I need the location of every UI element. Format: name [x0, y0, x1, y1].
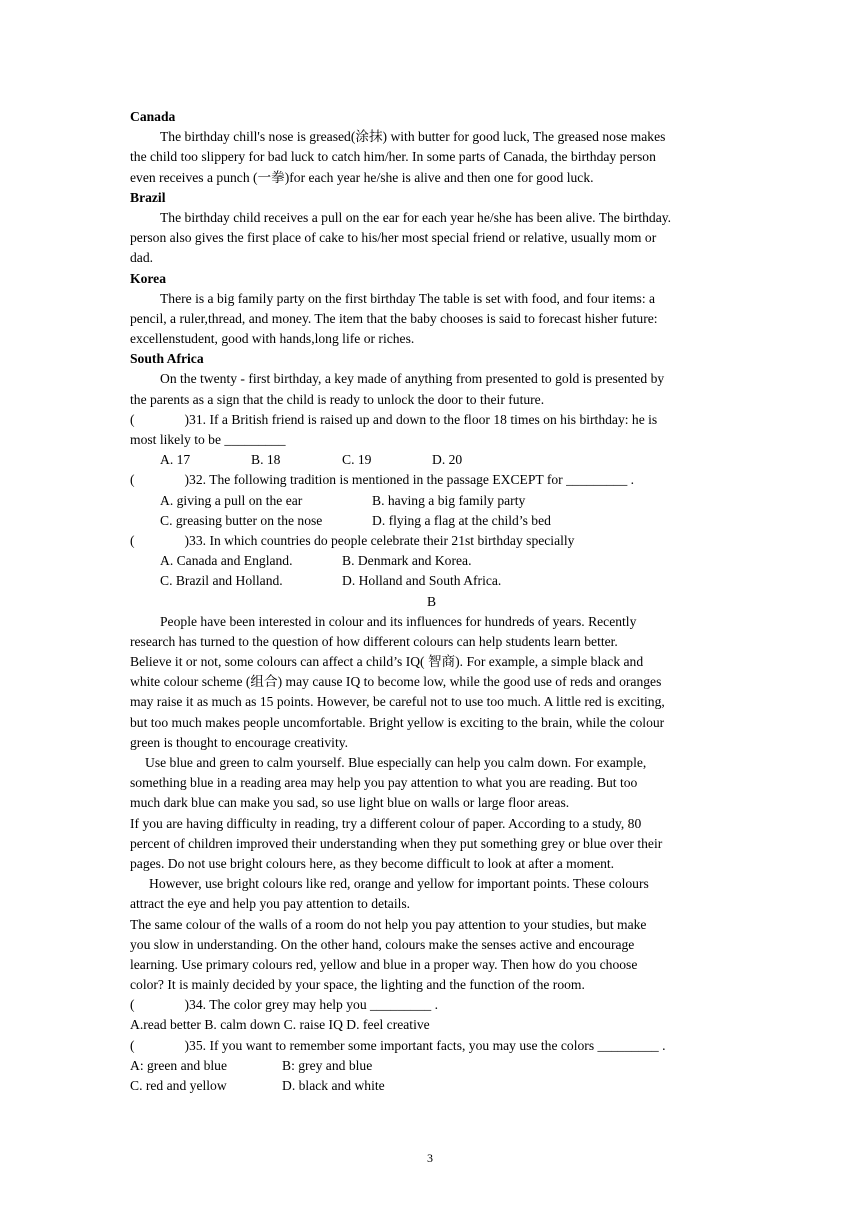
paragraph-line: However, use bright colours like red, orange and yellow for important points. These colours [149, 876, 649, 892]
paragraph-line: you slow in understanding. On the other hand, colours make the senses active and encourage [130, 936, 635, 952]
heading-canada: Canada [130, 109, 176, 124]
question-31: ( )31. If a British friend is raised up and down to the floor 18 times on his birthday: he is [130, 411, 658, 427]
option-a: A. giving a pull on the ear [160, 492, 303, 508]
question-33-options-row1 [130, 551, 733, 571]
paragraph-line: something blue in a reading area may help you pay attention to what you are reading. But too [130, 775, 638, 791]
question-31-options [130, 450, 733, 470]
paragraph-line: excellenstudent, good with hands,long life or riches. [130, 331, 415, 347]
answer-paren: ( [130, 997, 135, 1013]
option-b: B. Denmark and Korea. [342, 553, 472, 569]
question-32: ( )32. The following tradition is mentioned in the passage EXCEPT for _________ . [130, 472, 635, 488]
option-b: B: grey and blue [282, 1057, 373, 1073]
heading-brazil: Brazil [130, 189, 166, 205]
question-31-cont: most likely to be _________ [130, 432, 286, 447]
paragraph-line: Use blue and green to calm yourself. Blue especially can help you calm down. For example, [145, 755, 647, 770]
option-d: D. black and white [282, 1078, 385, 1093]
paragraph-line: research has turned to the question of how different colours can help students learn better. [130, 633, 618, 649]
option-d: D. Holland and South Africa. [342, 573, 502, 589]
paragraph-line: pencil, a ruler,thread, and money. The item that the baby chooses is said to forecast hisher future: [130, 310, 658, 326]
paragraph-line: person also gives the first place of cake to his/her most special friend or relative, usually mom or [130, 230, 657, 246]
question-33-options-row2 [130, 571, 733, 591]
option-d: D. flying a flag at the child’s bed [372, 512, 551, 528]
paragraph-line: Believe it or not, some colours can affect a child’s IQ( 智商). For example, a simple black and [130, 654, 644, 670]
paragraph-line: dad. [130, 250, 154, 266]
paragraph-line: much dark blue can make you sad, so use light blue on walls or large floor areas. [130, 795, 570, 811]
question-32-options-row2 [130, 511, 733, 531]
paragraph-line: even receives a punch (一拳)for each year he/she is alive and then one for good luck. [130, 169, 594, 185]
paragraph-line: green is thought to encourage creativity. [130, 734, 349, 750]
answer-paren: ( [130, 472, 135, 488]
question-33: ( )33. In which countries do people celebrate their 21st birthday specially [130, 532, 575, 548]
section-heading-b: B [426, 593, 437, 609]
option-c: C. greasing butter on the nose [160, 512, 323, 528]
paragraph-line: The birthday chill's nose is greased(涂抹) with butter for good luck, The greased nose makes [160, 129, 666, 145]
question-34: ( )34. The color grey may help you _________ . [130, 997, 438, 1013]
paragraph-line: The same colour of the walls of a room do not help you pay attention to your studies, but make [130, 916, 647, 932]
paragraph-line: may raise it as much as 15 points. However, be careful not to use too much. A little red is exciting, [130, 694, 665, 710]
option-c: C. 19 [342, 452, 372, 468]
option-a: A. 17 [160, 452, 191, 468]
option-d: D. 20 [432, 452, 463, 468]
option-b: B. having a big family party [372, 492, 526, 508]
paragraph-line: the child too slippery for bad luck to catch him/her. In some parts of Canada, the birthday person [130, 149, 656, 165]
answer-paren: ( [130, 1037, 135, 1053]
option-a: A. Canada and England. [160, 553, 293, 569]
question-35: ( )35. If you want to remember some important facts, you may use the colors _________ . [130, 1037, 666, 1053]
paragraph-line: color? It is mainly decided by your space, the lighting and the function of the room. [130, 977, 585, 993]
option-a: A: green and blue [130, 1057, 228, 1073]
paragraph-line: attract the eye and help you pay attention to details. [130, 896, 411, 912]
question-35-options-row1 [130, 1056, 733, 1076]
option-c: C. Brazil and Holland. [160, 573, 283, 589]
paragraph-line: If you are having difficulty in reading, try a different colour of paper. According to a study, 80 [130, 815, 642, 831]
paragraph-line: On the twenty - first birthday, a key made of anything from presented to gold is presented by [160, 371, 665, 387]
paragraph-line: The birthday child receives a pull on the ear for each year he/she has been alive. The birthday. [160, 209, 672, 225]
question-34-options: A.read better B. calm down C. raise IQ D. feel creative [130, 1017, 430, 1033]
question-35-options-row2 [130, 1076, 733, 1096]
heading-korea: Korea [130, 270, 166, 286]
page-number: 3 [427, 1151, 433, 1165]
answer-paren: ( [130, 532, 135, 548]
paragraph-line: percent of children improved their understanding when they put something grey or blue over their [130, 835, 663, 851]
answer-paren: ( [130, 411, 135, 427]
paragraph-line: the parents as a sign that the child is ready to unlock the door to their future. [130, 391, 545, 407]
heading-south-africa: South Africa [130, 351, 204, 367]
paragraph-line: pages. Do not use bright colours here, as they become difficult to look at after a moment. [130, 855, 615, 871]
text-column [130, 107, 733, 1096]
paragraph-line: People have been interested in colour and its influences for hundreds of years. Recently [160, 613, 637, 629]
question-32-options-row1 [130, 491, 733, 511]
option-b: B. 18 [251, 452, 281, 468]
paragraph-line: learning. Use primary colours red, yellow and blue in a proper way. Then how do you choose [130, 956, 638, 972]
paragraph-line: There is a big family party on the first birthday The table is set with food, and four items: a [160, 290, 656, 306]
paragraph-line: but too much makes people uncomfortable. Bright yellow is exciting to the brain, while the colour [130, 714, 665, 730]
paragraph-line: white colour scheme (组合) may cause IQ to become low, while the good use of reds and oranges [130, 674, 662, 690]
option-c: C. red and yellow [130, 1078, 227, 1093]
